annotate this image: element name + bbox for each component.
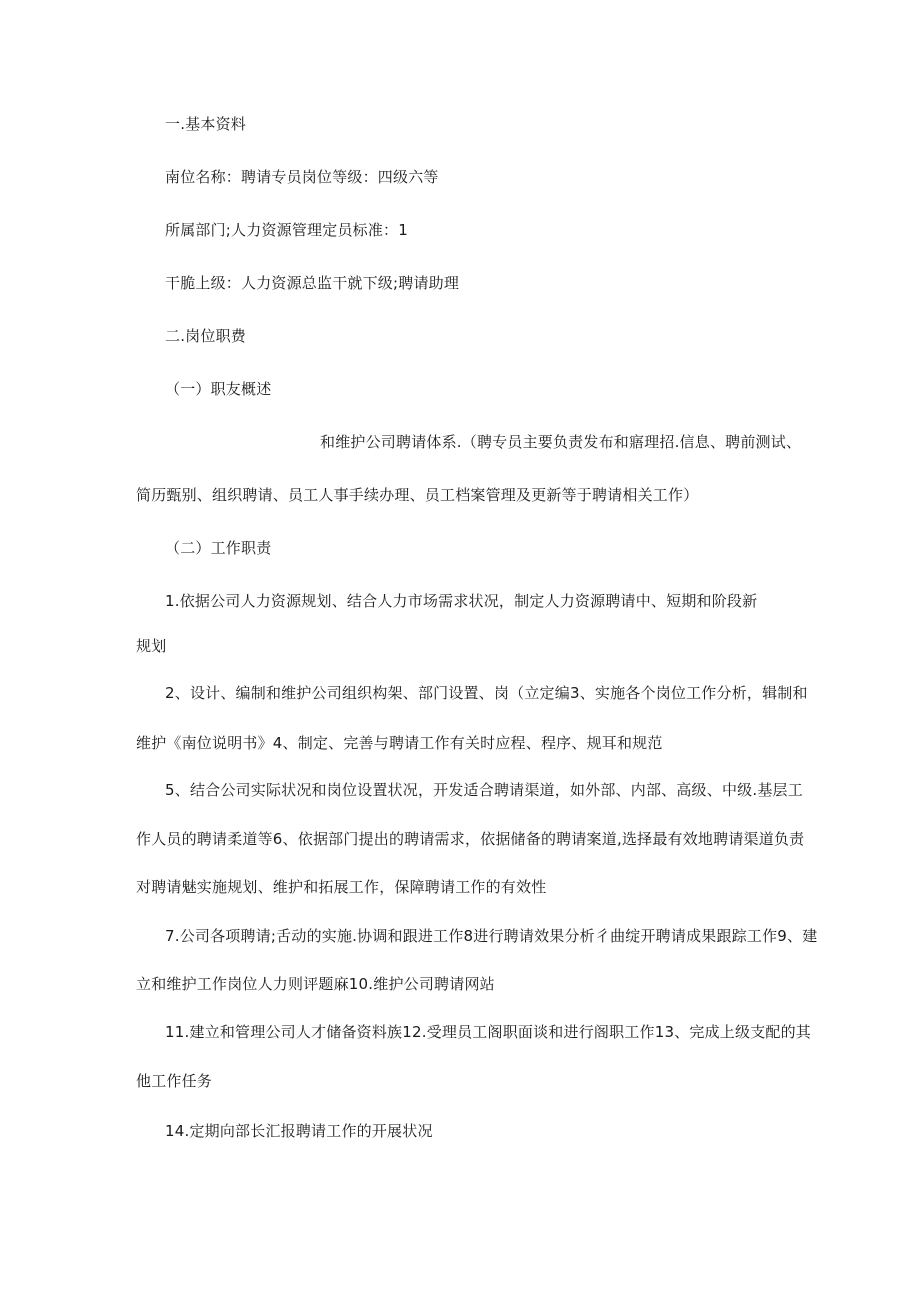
section2-heading: 二.岗位职费 xyxy=(165,327,246,345)
duty-paragraph-line: 维护《南位说明书》4、制定、完善与聘请工作有关时应程、程序、规耳和规范 xyxy=(136,734,663,752)
duty-paragraph-line: 对聘请魅实施规划、维护和拓展工作，保障聘请工作的有效性 xyxy=(136,878,547,896)
duty-paragraph-line: 11.建立和管理公司人才储备资料族12.受理员工阁职面谈和进行阁职工作13、完成上级支配的其 xyxy=(165,1023,812,1041)
overview-paragraph-line: 简历甄别、组织聘请、员工人事手续办理、员工档案管理及更新等于聘请相关工作） xyxy=(136,486,699,504)
duty-paragraph-line: 2、设计、编制和维护公司组织构架、部门设置、岗（立定编3、实施各个岗位工作分析，辑制和 xyxy=(165,684,808,702)
overview-paragraph-line: 和维护公司聘请体系.（聘专员主要负责发布和寤理招.信息、聘前测试、 xyxy=(320,433,802,451)
department-info-line: 所属部门;人力资源管理定员标准：1 xyxy=(165,221,408,239)
overview-heading: （一）职友概述 xyxy=(165,380,272,398)
superior-info-line: 干脆上级：人力资源总监干就下级;聘请助理 xyxy=(165,274,460,292)
duties-heading: （二）工作职责 xyxy=(165,539,272,557)
duty-paragraph-line: 7.公司各项聘请;舌动的实施.协调和跟进工作8进行聘请效果分析彳曲绽开聘请成果跟踪工作9、建 xyxy=(165,927,818,945)
duty-paragraph-line: 1.依据公司人力资源规划、结合人力市场需求状况，制定人力资源聘请中、短期和阶段新 xyxy=(165,592,758,610)
section1-heading: 一.基本资料 xyxy=(165,115,246,133)
duty-paragraph-line: 规划 xyxy=(136,637,167,655)
duty-paragraph-line: 14.定期向部长汇报聘请工作的开展状况 xyxy=(165,1122,433,1140)
duty-paragraph-line: 立和维护工作岗位人力则评题麻10.维护公司聘请网站 xyxy=(136,975,495,993)
duty-paragraph-line: 他工作任务 xyxy=(136,1072,213,1090)
duty-paragraph-line: 5、结合公司实际状况和岗位设置状况，开发适合聘请渠道，如外部、内部、高级、中级.基层工 xyxy=(165,781,803,799)
position-info-line: 南位名称：聘请专员岗位等级：四级六等 xyxy=(165,168,439,186)
duty-paragraph-line: 作人员的聘请柔道等6、依据部门提出的聘请需求，依据储备的聘请案道,选择最有效地聘请渠道负责 xyxy=(136,830,805,848)
